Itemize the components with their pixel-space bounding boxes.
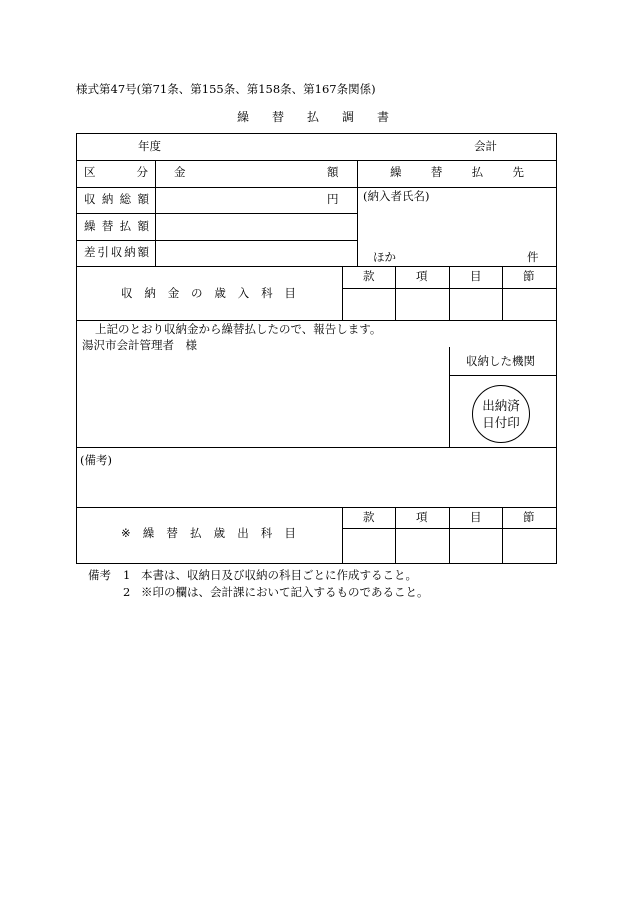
- label-char: 歳: [213, 526, 226, 540]
- note-2-text: ※印の欄は、会計課において記入するものであること。: [141, 585, 429, 599]
- label-char: 繰: [142, 526, 155, 540]
- label-char: 歳: [214, 286, 226, 300]
- form-number: 様式第47号(第71条、第155条、第158条、第167条関係): [76, 82, 376, 96]
- label-char: 収: [84, 192, 96, 206]
- label-char: 差: [84, 245, 96, 259]
- label-char: 科: [260, 526, 273, 540]
- title-char: 繰: [237, 110, 250, 124]
- label-char: 額: [137, 245, 149, 259]
- label-char: 出: [237, 526, 249, 540]
- label-char: 替: [101, 219, 114, 233]
- label-char: 納: [144, 286, 156, 300]
- stamp-line-2: 日付印: [482, 415, 520, 430]
- stamp-line-1: 出納済: [482, 398, 520, 413]
- notes-label: 備考: [88, 568, 111, 582]
- payee-header-char: 払: [471, 165, 484, 179]
- label-char: 入: [237, 286, 250, 300]
- payee-header: [390, 167, 524, 179]
- title-char: 払: [306, 110, 319, 124]
- amount-header-kin: 金: [174, 165, 186, 179]
- remarks-label: (備考): [80, 453, 112, 467]
- label-char: 収: [121, 286, 133, 300]
- category-header: [84, 167, 148, 179]
- label-char: 額: [137, 219, 149, 233]
- expenditure-col-kan: 款: [363, 510, 375, 524]
- revenue-subject-label: [121, 288, 296, 300]
- label-char: 払: [119, 219, 132, 233]
- amount-header-gaku: 額: [327, 165, 339, 179]
- expenditure-col-ko: 項: [416, 510, 428, 524]
- payee-header-char: 先: [512, 165, 524, 179]
- label-char: 目: [284, 286, 296, 300]
- label-char: 目: [284, 526, 296, 540]
- total-receipts-label: [84, 194, 149, 206]
- category-char: 区: [84, 165, 96, 179]
- label-char: ※: [121, 526, 131, 540]
- note-1-number: 1: [123, 568, 131, 582]
- revenue-col-moku: 目: [470, 269, 482, 283]
- label-char: 払: [189, 526, 202, 540]
- label-char: 替: [166, 526, 178, 540]
- report-statement: 上記のとおり収納金から繰替払したので、報告します。: [95, 322, 382, 336]
- title-char: 調: [341, 110, 354, 124]
- label-char: 引: [97, 245, 109, 259]
- label-char: の: [191, 286, 203, 300]
- expenditure-col-moku: 目: [470, 510, 482, 524]
- expenditure-col-setsu: 節: [523, 510, 535, 524]
- revenue-col-setsu: 節: [523, 269, 535, 283]
- yen-unit: 円: [327, 192, 339, 206]
- payer-name-label: (納入者氏名): [363, 189, 430, 203]
- title-char: 替: [271, 110, 284, 124]
- revenue-col-ko: 項: [416, 269, 428, 283]
- account-label: 会計: [474, 139, 497, 153]
- note-2-number: 2: [123, 585, 131, 599]
- report-addressee: 湯沢市会計管理者 様: [82, 338, 197, 352]
- substitute-payment-label: [84, 221, 149, 233]
- category-char: 分: [136, 165, 148, 179]
- label-char: 科: [261, 286, 273, 300]
- label-char: 総: [119, 192, 132, 206]
- receiving-institution-label: 収納した機関: [466, 354, 535, 368]
- fiscal-year-label: 年度: [138, 139, 161, 153]
- others-label: ほか: [373, 250, 396, 264]
- revenue-col-kan: 款: [363, 269, 375, 283]
- label-char: 繰: [84, 219, 96, 233]
- label-char: 納: [124, 245, 136, 259]
- expenditure-subject-label: [121, 528, 296, 540]
- cashier-date-stamp: [472, 385, 530, 443]
- label-char: 納: [101, 192, 114, 206]
- label-char: 額: [137, 192, 149, 206]
- label-char: 金: [167, 286, 180, 300]
- net-receipts-label: [84, 247, 149, 259]
- document-title: [237, 111, 389, 123]
- note-1-text: 本書は、収納日及び収納の科目ごとに作成すること。: [141, 568, 417, 582]
- label-char: 収: [110, 245, 123, 259]
- payee-header-char: 替: [430, 165, 443, 179]
- title-char: 書: [376, 110, 389, 124]
- count-unit: 件: [527, 250, 539, 264]
- payee-header-char: 繰: [390, 165, 402, 179]
